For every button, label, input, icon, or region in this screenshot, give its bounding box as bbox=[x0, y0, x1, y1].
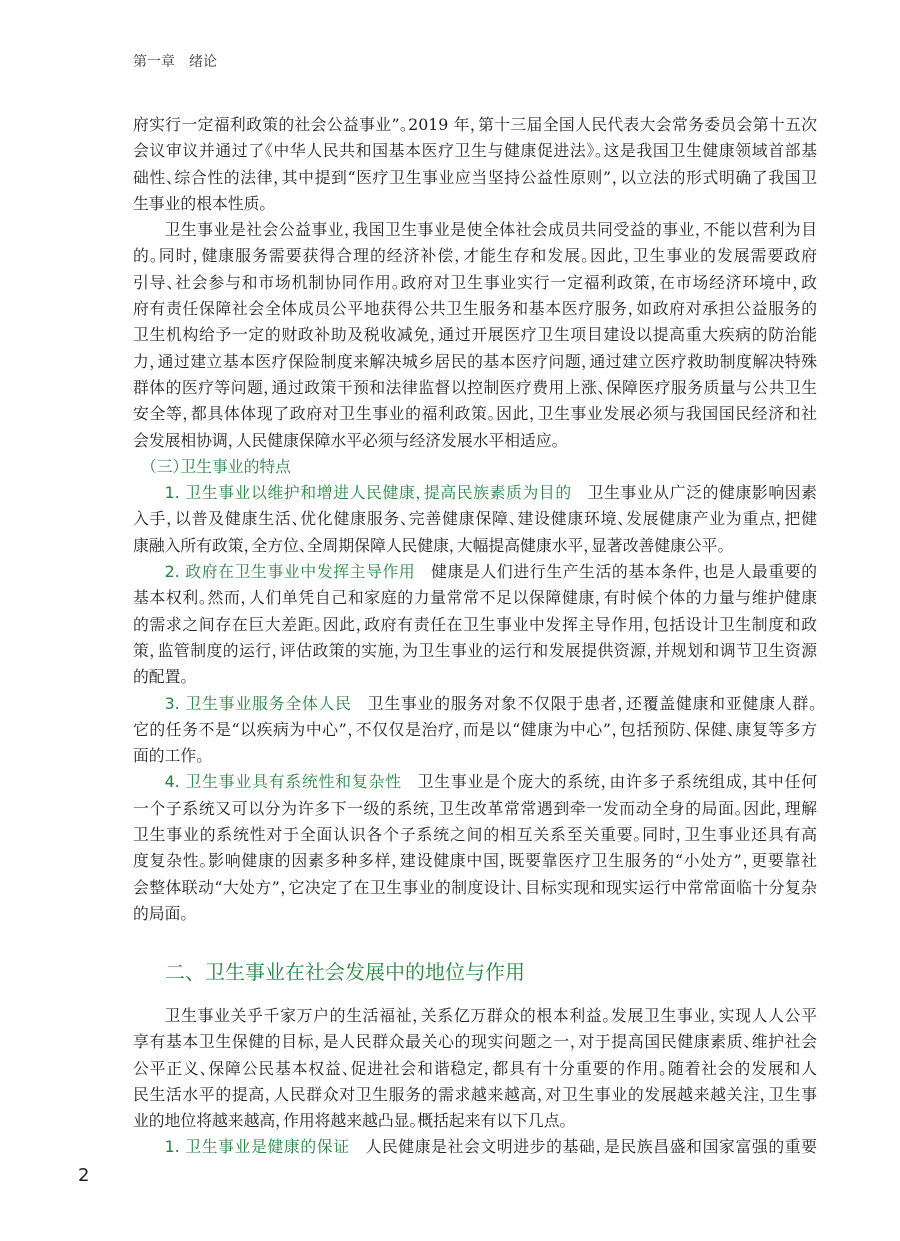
text-line: 安全等，都具体体现了政府对卫生事业的福利政策。因此，卫生事业发展必须与我国国民经济和社 bbox=[133, 404, 817, 424]
text-line: 入手，以普及健康生活、优化健康服务、完善健康保障、建设健康环境、发展健康产业为重点，把健 bbox=[133, 509, 817, 529]
paragraph-continued bbox=[133, 112, 817, 217]
text-line: 策，监管制度的运行，评估政策的实施，为卫生事业的运行和发展提供资源，并规划和调节卫生资源 bbox=[133, 640, 817, 660]
text-line bbox=[133, 559, 817, 585]
text-line: 一个子系统又可以分为许多下一级的系统，卫生改革常常遇到牵一发而动全身的局面。因此，理解 bbox=[133, 798, 817, 818]
item-lead-title: 2. 政府在卫生事业中发挥主导作用 bbox=[164, 562, 416, 582]
item-text: 卫生事业的服务对象不仅限于患者，还覆盖健康和亚健康人群。 bbox=[367, 693, 818, 713]
text-line: 会议审议并通过了《中华人民共和国基本医疗卫生与健康促进法》。这是我国卫生健康领域首部基 bbox=[133, 141, 817, 161]
text-line: 基本权利。然而，人们单凭自己和家庭的力量常常不足以保障健康，有时候个体的力量与维护健康 bbox=[133, 588, 817, 608]
text-line: 生事业的根本性质。 bbox=[133, 193, 268, 213]
item-lead-title: 3. 卫生事业服务全体人民 bbox=[164, 693, 352, 713]
text-line: 力，通过建立基本医疗保险制度来解决城乡居民的基本医疗问题，通过建立医疗救助制度解决特殊 bbox=[133, 351, 817, 371]
item-text: 人民健康是社会文明进步的基础，是民族昌盛和国家富强的重要 bbox=[365, 1137, 817, 1157]
item-text: 健康是人们进行生产生活的基本条件，也是人最重要的 bbox=[431, 562, 817, 582]
text-line: 它的任务不是“以疾病为中心”，不仅仅是治疗，而是以“健康为中心”，包括预防、保健、康复等多方 bbox=[133, 719, 817, 739]
text-line: 群体的医疗等问题，通过政策干预和法律监督以控制医疗费用上涨、保障医疗服务质量与公共卫生 bbox=[133, 377, 817, 397]
text-line bbox=[133, 691, 817, 717]
feature-item bbox=[133, 691, 817, 770]
item-text: 卫生事业是个庞大的系统，由许多子系统组成，其中任何 bbox=[417, 772, 818, 792]
subheading-features: （三）卫生事业的特点 bbox=[148, 456, 291, 476]
text-line: 度复杂性。影响健康的因素多种多样，建设健康中国，既要靠医疗卫生服务的“小处方”，更要靠社 bbox=[133, 851, 817, 871]
text-line: 卫生事业是社会公益事业，我国卫生事业是使全体社会成员共同受益的事业，不能以营利为目 bbox=[164, 220, 817, 240]
text-line: 的配置。 bbox=[133, 667, 189, 687]
section-1-body bbox=[133, 112, 817, 927]
text-line: 会发展相协调，人民健康保障水平必须与经济发展水平相适应。 bbox=[133, 430, 560, 450]
text-line: 卫生事业关乎千家万户的生活福祉，关系亿万群众的根本利益。发展卫生事业，实现人人公平 bbox=[164, 1006, 817, 1025]
item-lead-title: 4. 卫生事业具有系统性和复杂性 bbox=[164, 772, 402, 792]
text-line: 的需求之间存在巨大差距。因此，政府有责任在卫生事业中发挥主导作用，包括设计卫生制度和政 bbox=[133, 614, 817, 634]
text-line bbox=[133, 769, 817, 795]
section-heading: 二、卫生事业在社会发展中的地位与作用 bbox=[165, 960, 525, 984]
text-line: 府有责任保障社会全体成员公平地获得公共卫生服务和基本医疗服务，如政府对承担公益服务的 bbox=[133, 299, 817, 319]
text-line: 的。同时，健康服务需要获得合理的经济补偿，才能生存和发展。因此，卫生事业的发展需要政府 bbox=[133, 246, 817, 266]
text-line: 础性、综合性的法律，其中提到“医疗卫生事业应当坚持公益性原则”，以立法的形式明确了我国卫 bbox=[133, 167, 817, 187]
page-number: 2 bbox=[78, 1165, 90, 1186]
text-line bbox=[133, 480, 817, 506]
text-line: 的局面。 bbox=[133, 903, 189, 923]
item-lead-title: 1. 卫生事业是健康的保证 bbox=[164, 1137, 350, 1157]
text-line: 引导、社会参与和市场机制协同作用。政府对卫生事业实行一定福利政策，在市场经济环境中，政 bbox=[133, 272, 817, 292]
text-line: 业的地位将越来越高，作用将越来越凸显。概括起来有以下几点。 bbox=[133, 1111, 568, 1131]
paragraph-intro bbox=[133, 1003, 817, 1134]
role-item bbox=[133, 1134, 817, 1160]
text-line: 卫生机构给予一定的财政补助及税收减免，通过开展医疗卫生项目建设以提高重大疾病的防治能 bbox=[133, 325, 817, 345]
text-line: 公平正义、保障公民基本权益、促进社会和谐稳定，都具有十分重要的作用。随着社会的发展和人 bbox=[133, 1058, 817, 1078]
text-line: 面的工作。 bbox=[133, 746, 205, 766]
text-line: 享有基本卫生保健的目标，是人民群众最关心的现实问题之一，对于提高国民健康素质、维护社会 bbox=[133, 1032, 817, 1052]
text-line: 民生活水平的提高，人民群众对卫生服务的需求越来越高，对卫生事业的发展越来越关注，卫生事 bbox=[133, 1084, 817, 1104]
section-2-body bbox=[133, 1003, 817, 1161]
text-line: 卫生事业的系统性对于全面认识各个子系统之间的相互关系至关重要。同时，卫生事业还具有高 bbox=[133, 825, 817, 845]
text-line: 康融入所有政策，全方位、全周期保障人民健康，大幅提高健康水平，显著改善健康公平。 bbox=[133, 535, 726, 555]
text-line bbox=[133, 1134, 817, 1160]
feature-item bbox=[133, 480, 817, 559]
feature-item bbox=[133, 769, 817, 927]
item-text: 卫生事业从广泛的健康影响因素 bbox=[587, 483, 817, 503]
feature-item bbox=[133, 559, 817, 690]
paragraph-public-welfare bbox=[133, 217, 817, 454]
running-head-chapter: 第一章 绪论 bbox=[133, 54, 217, 70]
item-lead-title: 1. 卫生事业以维护和增进人民健康，提高民族素质为目的 bbox=[164, 483, 572, 503]
text-line: 会整体联动“大处方”，它决定了在卫生事业的制度设计、目标实现和现实运行中常常面临十分复杂 bbox=[133, 877, 817, 897]
text-line: 府实行一定福利政策的社会公益事业”。2019 年，第十三届全国人民代表大会常务委员会第十五次 bbox=[133, 115, 817, 134]
